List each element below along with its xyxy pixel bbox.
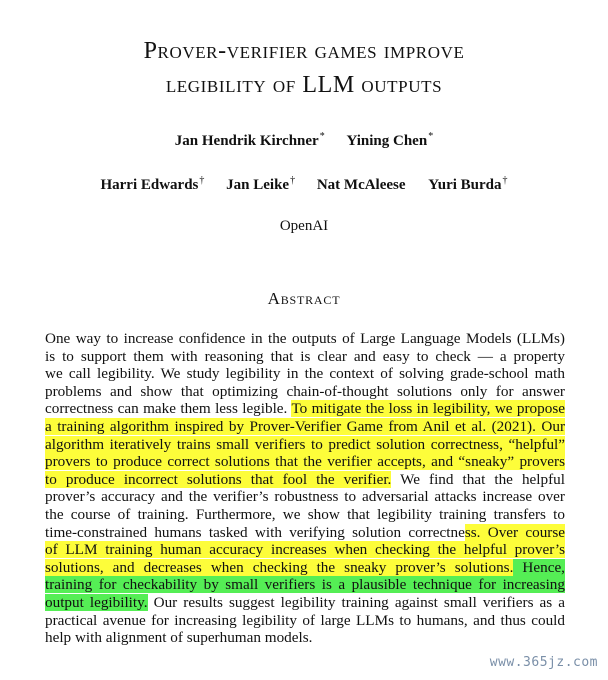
abstract-line	[45, 418, 565, 436]
abstract-text: time-constrained humans tasked with verifying solution correctne	[45, 523, 465, 541]
paper-title	[0, 34, 608, 102]
author	[175, 131, 325, 150]
abstract-text: prover’s accuracy and the verifier’s robustness to adversarial attacks increase over	[45, 488, 565, 506]
abstract-line	[45, 365, 565, 383]
abstract-line	[45, 436, 565, 454]
highlighted-text: of LLM training human accuracy increases when checking the helpful prover’s	[45, 541, 565, 559]
title-line-1: Prover-verifier games improve	[143, 38, 465, 64]
abstract-text: is to support them with reasoning that is clear and easy to check — a property	[45, 347, 565, 365]
abstract-line	[45, 576, 565, 594]
highlighted-text: to produce incorrect solutions that fool the verifier.	[45, 470, 392, 488]
abstract-line	[45, 453, 565, 471]
site-watermark: www.365jz.com	[489, 655, 598, 670]
author-name: Jan Hendrik Kirchner	[174, 133, 319, 149]
abstract-line	[45, 524, 565, 542]
highlighted-text: algorithm iteratively trains small verifiers to predict solution correctness, “helpful”	[45, 435, 565, 453]
author	[428, 175, 507, 194]
abstract-line	[45, 400, 565, 418]
highlighted-text: provers to produce correct solutions that the verifier accepts, and “sneaky” provers	[45, 453, 565, 471]
author	[346, 131, 433, 150]
highlighted-text: To mitigate the loss in legibility, we propose	[291, 400, 565, 418]
abstract-line	[45, 330, 565, 348]
abstract-line	[45, 471, 565, 489]
highlighted-text: solutions, and decreases when checking the sneaky prover’s solutions.	[45, 558, 514, 576]
abstract-text: we call legibility. We study legibility in the context of solving grade-school math	[45, 365, 565, 383]
highlighted-text: Hence,	[513, 558, 565, 576]
abstract-line	[45, 559, 565, 577]
highlighted-text: output legibility.	[45, 593, 148, 611]
author-mark: †	[290, 175, 296, 186]
highlighted-text: a training algorithm inspired by Prover-Verifier Game from Anil et al. (2021). Our	[45, 417, 565, 435]
abstract-line	[45, 541, 565, 559]
abstract-text: correctness can make them less legible.	[45, 400, 292, 418]
author-mark: †	[502, 175, 508, 186]
abstract-line	[45, 594, 565, 612]
author-list-row-1	[0, 131, 608, 150]
abstract-text: practical avenue for increasing legibility of large LLMs to humans, and thus could	[45, 611, 565, 629]
abstract-line	[45, 488, 565, 506]
abstract-heading: Abstract	[267, 289, 341, 308]
title-line-2: legibility of LLM outputs	[165, 72, 443, 98]
abstract-text: Our results suggest legibility training against small verifiers as a	[147, 593, 565, 611]
abstract-body	[45, 330, 565, 647]
abstract-text: We find that the helpful	[391, 470, 565, 488]
abstract-line	[45, 506, 565, 524]
abstract-text: help with alignment of superhuman models.	[45, 629, 313, 647]
abstract-line	[45, 629, 565, 647]
abstract-line	[45, 348, 565, 366]
author-name: Yuri Burda	[428, 177, 502, 193]
author-mark: *	[428, 131, 434, 142]
author	[100, 175, 204, 194]
highlighted-text: training for checkability by small verifiers is a plausible technique for increasing	[45, 576, 565, 594]
author-mark: *	[319, 131, 325, 142]
abstract-text: the course of training. Furthermore, we show that legibility training transfers to	[45, 505, 565, 523]
author-name: Jan Leike	[226, 177, 290, 193]
abstract-text: problems and show that optimizing chain-of-thought solutions only for answer	[45, 382, 565, 400]
abstract-line	[45, 383, 565, 401]
highlighted-text: ss. Over course	[464, 523, 566, 541]
affiliation: OpenAI	[279, 218, 329, 234]
author	[317, 175, 407, 194]
author-mark: †	[199, 175, 205, 186]
author	[226, 175, 295, 194]
author-list-row-2	[0, 175, 608, 194]
author-name: Yining Chen	[346, 133, 428, 149]
abstract-line	[45, 612, 565, 630]
author-name: Harri Edwards	[100, 177, 199, 193]
author-name: Nat McAleese	[316, 177, 406, 193]
abstract-text: One way to increase confidence in the outputs of Large Language Models (LLMs)	[45, 330, 565, 347]
